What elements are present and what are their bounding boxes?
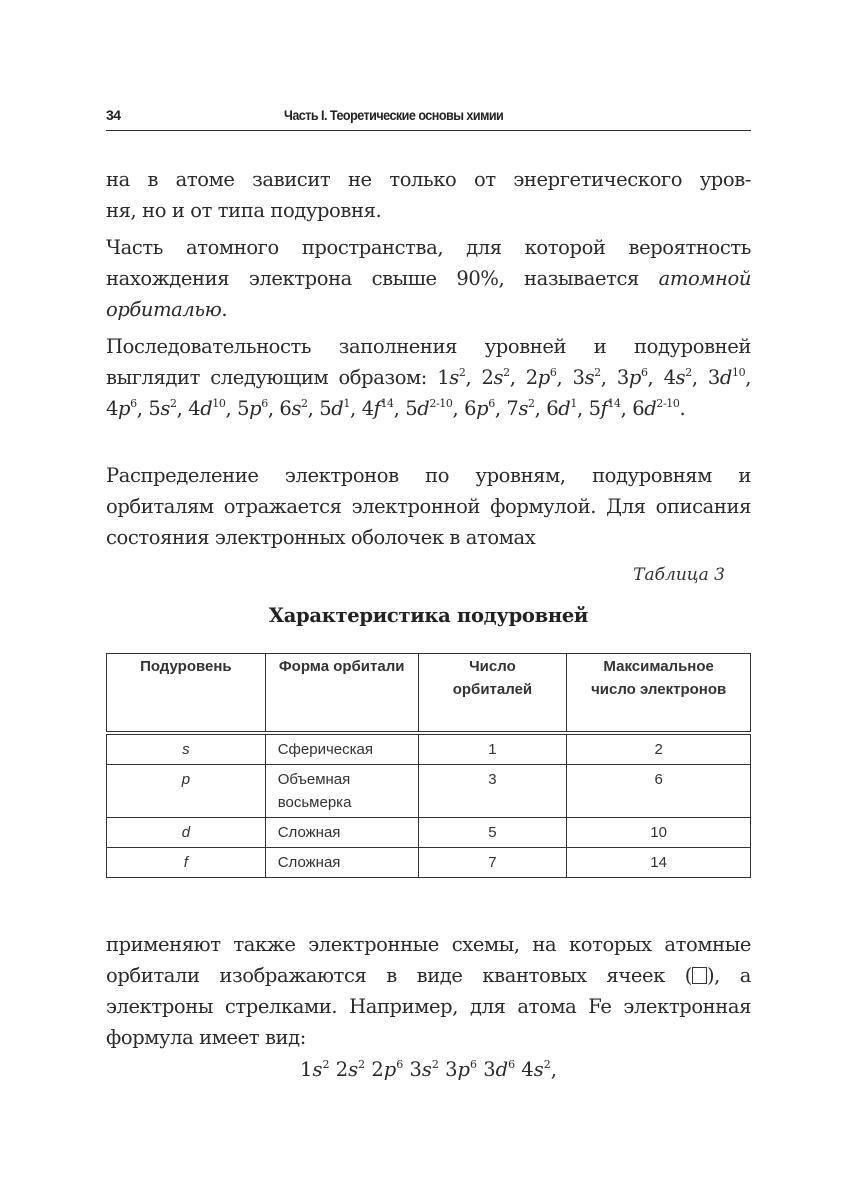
table-row	[107, 818, 751, 848]
cell-max-electrons: 6	[567, 765, 751, 818]
orbital-term: $3s^2$	[409, 1058, 439, 1081]
orbital-term: $4f^{14}$	[361, 397, 394, 420]
paragraph-text: Последовательность заполнения уровней и подуровней выглядит следующим образом:	[106, 335, 751, 389]
table-label: Таблица 3	[633, 565, 725, 585]
orbital-term: $2p^6$	[525, 366, 557, 389]
cell-orbitals: 5	[418, 818, 567, 848]
column-header: Подуровень	[107, 654, 266, 734]
cell-max-electrons: 14	[567, 848, 751, 878]
paragraph-text: Часть атомного пространства, для которой вероятность нахождения электрона свыше 90%, называется	[106, 236, 751, 290]
orbital-term: $4s^2$	[521, 1058, 551, 1081]
cell-shape: Сложная	[265, 848, 418, 878]
sublevel-table	[106, 653, 751, 878]
page-number: 34	[106, 107, 121, 123]
orbital-term: $3p^6$	[445, 1058, 477, 1081]
cell-sublevel: f	[107, 848, 266, 878]
orbital-term: $4d^{10}$	[188, 397, 226, 420]
orbital-term: $1s^2$	[300, 1058, 330, 1081]
orbital-term: $5s^2$	[148, 397, 177, 420]
cell-max-electrons: 2	[567, 733, 751, 765]
table-title: Характеристика подуровней	[268, 604, 589, 627]
running-title: Часть I. Теоретические основы химии	[284, 107, 504, 123]
punctuation: .	[221, 298, 228, 321]
cell-orbitals: 3	[418, 765, 567, 818]
table-row	[107, 848, 751, 878]
orbital-term: $3d^6$	[483, 1058, 516, 1081]
formula-terms: $1s^2$ $2s^2$ $2p^6$ $3s^2$ $3p^6$ $3d^6$ $4s^2$,	[300, 1058, 557, 1081]
orbital-term: $1s^2$	[437, 366, 466, 389]
orbital-term: $2s^2$	[335, 1058, 366, 1081]
text-line: на в атоме зависит не только от энергетического уров-	[106, 168, 751, 191]
cell-orbitals: 7	[418, 848, 567, 878]
running-header	[106, 104, 751, 131]
text-line: ня, но и от типа подуровня.	[106, 199, 382, 222]
fe-electron-formula	[106, 1058, 751, 1081]
orbital-term: $5f^{14}$	[588, 397, 621, 420]
orbital-term: $4p^6$	[106, 397, 137, 420]
cell-sublevel: s	[107, 733, 266, 765]
cell-shape-text: Объемная восьмерка	[277, 771, 352, 811]
paragraph-continuation	[106, 164, 751, 226]
orbital-term: $5p^6$	[237, 397, 268, 420]
term-atomic-orbital: атомной орбиталью	[106, 267, 751, 321]
orbital-term: $3p^6$	[616, 366, 648, 389]
paragraph-text: применяют также электронные схемы, на которых атомные орбитали изображаются в виде квантовых ячеек (	[106, 933, 751, 987]
cell-max-electrons: 10	[567, 818, 751, 848]
orbital-term: $6p^6$	[464, 397, 495, 420]
orbital-term: $3d^{10}$	[707, 366, 746, 389]
orbital-term: $4s^2$	[663, 366, 692, 389]
paragraph-text: ), а электроны стрелками. Например, для атома Fe электронная формула имеет вид:	[106, 964, 752, 1049]
orbital-term: $6s^2$	[279, 397, 308, 420]
orbital-term: $2s^2$	[481, 366, 510, 389]
orbital-term: $6d^{2-10}$	[632, 397, 680, 420]
filling-sequence: $1s^2$, $2s^2$, $2p^6$, $3s^2$, $3p^6$, $4s^2$, $3d^{10}$, $4p^6$, $5s^2$, $4d^{10}$, $5p^6$, $6s^2$, $5d^1$, $4f^{14}$, $5d^{2-10}$, $6p^6$, $7s^2$, $6d^1$, $5f^{14}$, $6d^{2-10}$.	[106, 366, 751, 420]
cell-orbitals: 1	[418, 733, 567, 765]
table-row	[107, 733, 751, 765]
cell-shape: Сложная	[265, 818, 418, 848]
orbital-term: $6d^1$	[546, 397, 577, 420]
column-header: Число орбиталей	[418, 654, 567, 734]
column-header: Максимальное число электронов	[567, 654, 751, 734]
orbital-term: $5d^{2-10}$	[405, 397, 453, 420]
paragraph-electron-distribution	[106, 460, 751, 553]
quantum-cell-icon	[692, 967, 707, 984]
table-header-row	[107, 654, 751, 734]
cell-sublevel: p	[107, 765, 266, 818]
paragraph-text: Распределение электронов по уровням, подуровням и орбиталям отражается электронной формулой. Для описания состояния электронных оболочек в атомах	[106, 464, 751, 549]
paragraph-atomic-orbital-definition	[106, 232, 751, 325]
column-header: Форма орбитали	[265, 654, 418, 734]
cell-shape: Сферическая	[265, 733, 418, 765]
orbital-term: $5d^1$	[319, 397, 350, 420]
paragraph-electron-schemes	[106, 929, 751, 1053]
paragraph-filling-sequence	[106, 331, 751, 424]
orbital-term: $2p^6$	[371, 1058, 404, 1081]
orbital-term: $7s^2$	[506, 397, 535, 420]
cell-sublevel: d	[107, 818, 266, 848]
cell-shape	[265, 765, 418, 818]
orbital-term: $3s^2$	[572, 366, 601, 389]
table-row	[107, 765, 751, 818]
